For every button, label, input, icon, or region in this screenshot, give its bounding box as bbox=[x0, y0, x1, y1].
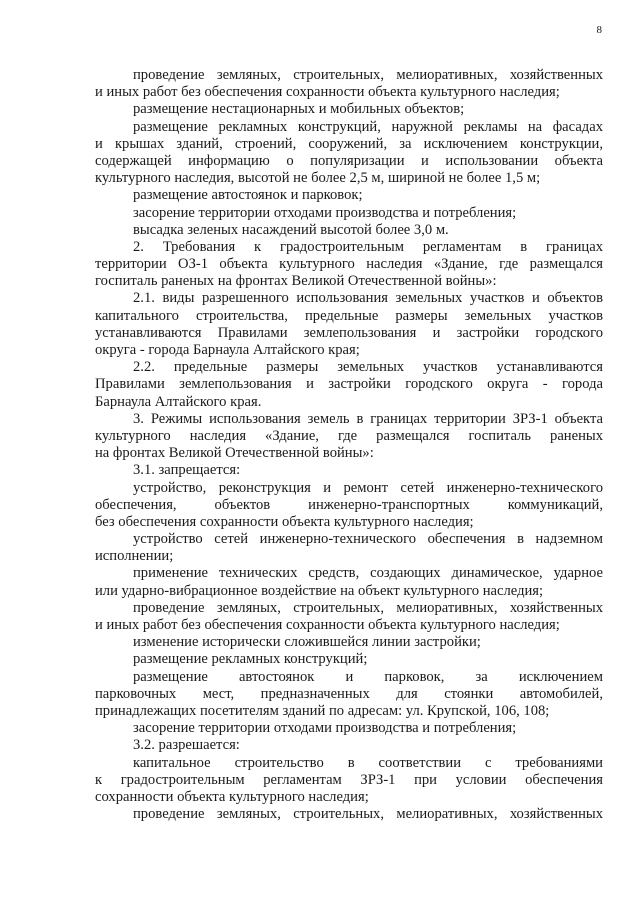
text-line: проведение земляных, строительных, мелиоративных, хозяйственных bbox=[133, 806, 603, 823]
text-line: содержащей информацию о популяризации и использовании объекта bbox=[95, 152, 603, 169]
document-body bbox=[95, 67, 603, 823]
text-line: 2.2. предельные размеры земельных участков устанавливаются bbox=[133, 359, 603, 376]
page-number: 8 bbox=[596, 24, 602, 36]
text-line: размещение нестационарных и мобильных объектов; bbox=[133, 101, 465, 118]
text-line: 3. Режимы использования земель в границах территории ЗРЗ-1 объекта bbox=[133, 410, 603, 427]
text-line: капитальное строительство в соответствии с требованиями bbox=[133, 754, 603, 771]
text-line: засорение территории отходами производства и потребления; bbox=[133, 204, 517, 221]
text-line: Барнаула Алтайского края. bbox=[95, 393, 262, 410]
text-line: сохранности объекта культурного наследия; bbox=[95, 788, 369, 805]
text-line: размещение автостоянок и парковок; bbox=[133, 187, 363, 204]
text-line: 3.1. запрещается: bbox=[133, 462, 241, 479]
text-line: культурного наследия «Здание, где размещался госпиталь раненых bbox=[95, 427, 603, 444]
text-line: округа - города Барнаула Алтайского края; bbox=[95, 342, 360, 358]
text-line: и иных работ без обеспечения сохранности объекта культурного наследия; bbox=[95, 617, 560, 633]
text-line: культурного наследия, высотой не более 2,5 м, шириной не более 1,5 м; bbox=[95, 170, 541, 187]
text-line: исполнении; bbox=[95, 548, 174, 565]
text-line: без обеспечения сохранности объекта культурного наследия; bbox=[95, 513, 474, 530]
text-line: парковочных мест, предназначенных для стоянки автомобилей, bbox=[95, 685, 603, 702]
text-line: проведение земляных, строительных, мелиоративных, хозяйственных bbox=[133, 67, 603, 83]
text-line: устройство, реконструкция и ремонт сетей инженерно-технического bbox=[133, 479, 603, 496]
text-line: применение технических средств, создающих динамическое, ударное bbox=[133, 565, 603, 582]
text-line: капитального строительства, предельные размеры земельных участков bbox=[95, 307, 603, 324]
text-line: или ударно-вибрационное воздействие на объект культурного наследия; bbox=[95, 582, 544, 599]
text-line: устанавливаются Правилами землепользования и застройки городского bbox=[95, 324, 603, 341]
text-line: и иных работ без обеспечения сохранности объекта культурного наследия; bbox=[95, 84, 560, 101]
text-line: территории ОЗ-1 объекта культурного наследия «Здание, где размещался bbox=[95, 256, 603, 273]
text-line: к градостроительным регламентам ЗРЗ-1 при условии обеспечения bbox=[95, 771, 603, 788]
text-line: устройство сетей инженерно-технического обеспечения в надземном bbox=[133, 531, 603, 548]
text-line: принадлежащих посетителям зданий по адресам: ул. Крупской, 106, 108; bbox=[95, 702, 550, 719]
text-line: Правилами землепользования и застройки городского округа - города bbox=[95, 376, 603, 393]
text-line: засорение территории отходами производства и потребления; bbox=[133, 720, 517, 737]
text-line: изменение исторически сложившейся линии застройки; bbox=[133, 634, 481, 651]
text-line: и крышах зданий, строений, сооружений, за исключением конструкции, bbox=[95, 135, 603, 152]
text-line: размещение рекламных конструкций, наружной рекламы на фасадах bbox=[133, 118, 603, 135]
text-line: госпиталь раненых на фронтах Великой Отечественной войны»: bbox=[95, 273, 497, 290]
text-line: обеспечения, объектов инженерно-транспортных коммуникаций, bbox=[95, 496, 603, 513]
text-line: высадка зеленых насаждений высотой более 3,0 м. bbox=[133, 221, 449, 238]
text-line: размещение рекламных конструкций; bbox=[133, 651, 368, 668]
text-line: на фронтах Великой Отечественной войны»: bbox=[95, 445, 374, 462]
text-line: проведение земляных, строительных, мелиоративных, хозяйственных bbox=[133, 599, 603, 616]
text-line: 3.2. разрешается: bbox=[133, 737, 240, 754]
text-line: размещение автостоянок и парковок, за исключением bbox=[133, 668, 603, 685]
text-line: 2.1. виды разрешенного использования земельных участков и объектов bbox=[133, 290, 603, 307]
text-line: 2. Требования к градостроительным регламентам в границах bbox=[133, 238, 603, 255]
